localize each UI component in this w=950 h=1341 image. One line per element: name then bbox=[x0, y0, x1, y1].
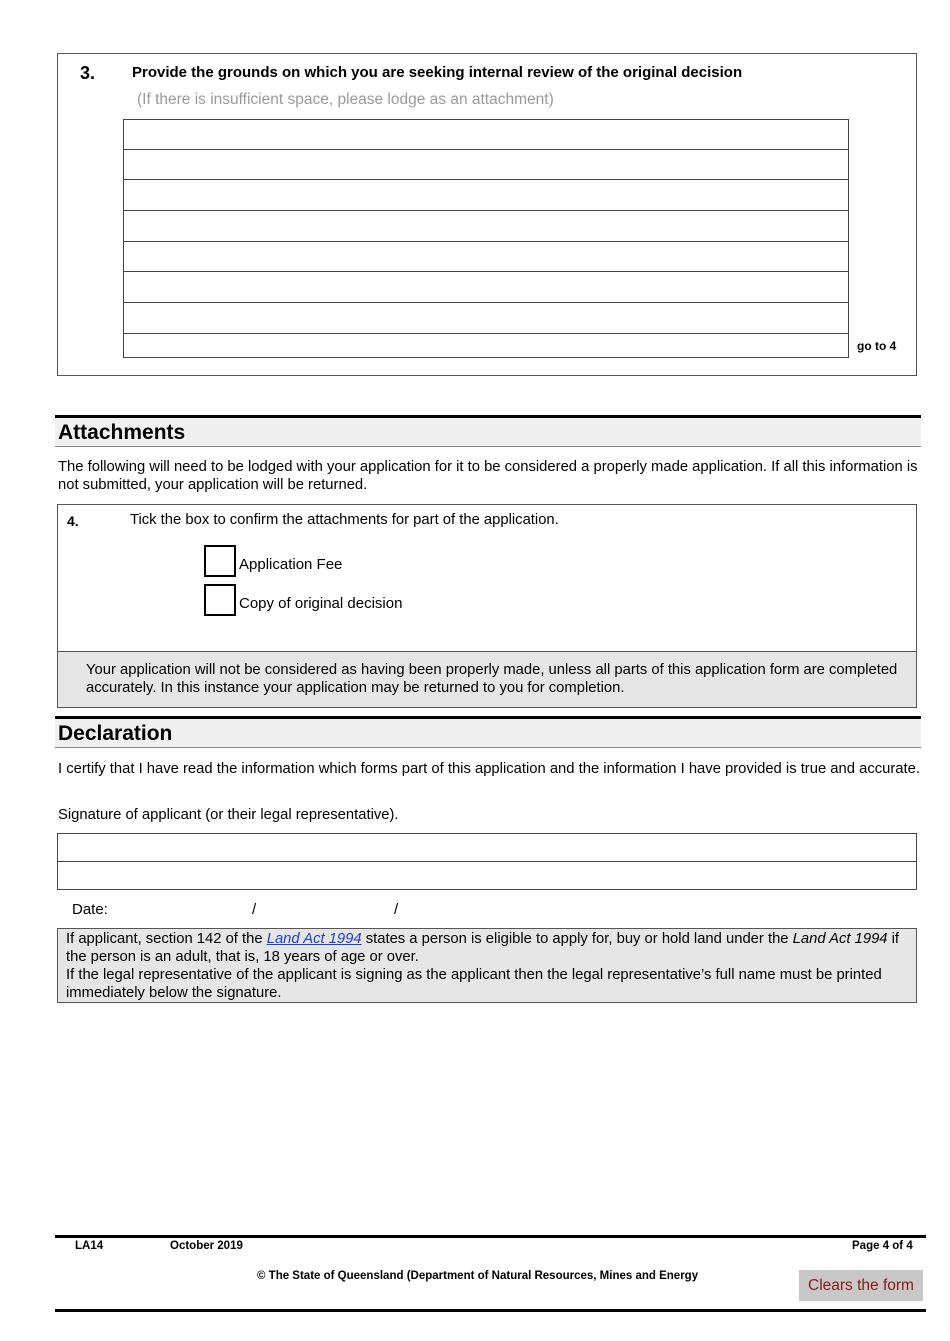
info-text-part: states a person is eligible to apply for, buy or hold land under the bbox=[361, 931, 793, 947]
question-title: Provide the grounds on which you are seeking internal review of the original decision bbox=[132, 64, 743, 81]
info-text-part: If the legal representative of the applicant is signing as the applicant then the legal representative’s full name must be printed immediately below the signature. bbox=[66, 967, 882, 1001]
application-fee-checkbox[interactable] bbox=[204, 545, 236, 577]
form-code: LA14 bbox=[75, 1240, 104, 1252]
info-text-part: if the person is an adult, that is, 18 years of age or over. bbox=[66, 931, 900, 965]
footer-bottom-rule bbox=[55, 1309, 926, 1312]
grounds-input-line[interactable] bbox=[123, 241, 849, 272]
info-text-part: If applicant, section 142 of the bbox=[66, 931, 267, 947]
grounds-input-line[interactable] bbox=[123, 333, 849, 358]
grounds-input-line[interactable] bbox=[123, 119, 849, 150]
date-month-field[interactable] bbox=[262, 897, 387, 921]
original-decision-label: Copy of original decision bbox=[239, 595, 403, 612]
grounds-input-line[interactable] bbox=[123, 302, 849, 334]
land-act-link[interactable]: Land Act 1994 bbox=[266, 931, 362, 947]
attachments-note: Your application will not be considered as having been properly made, unless all parts of this application form are completed accurately. In this instance your application may be returned to you for completion. bbox=[86, 662, 898, 696]
date-separator: / bbox=[394, 901, 399, 918]
date-separator: / bbox=[252, 901, 257, 918]
question-hint: (If there is insufficient space, please lodge as an attachment) bbox=[137, 91, 554, 108]
page-number: Page 4 of 4 bbox=[852, 1240, 913, 1252]
declaration-heading-bar bbox=[55, 716, 921, 748]
question-number: 4. bbox=[67, 513, 79, 529]
declaration-info bbox=[66, 930, 911, 1002]
date-year-field[interactable] bbox=[404, 897, 529, 921]
declaration-heading: Declaration bbox=[58, 722, 173, 745]
form-date: October 2019 bbox=[170, 1240, 243, 1252]
date-day-field[interactable] bbox=[120, 897, 245, 921]
signature-field[interactable] bbox=[57, 833, 917, 862]
question-title: Tick the box to confirm the attachments for part of the application. bbox=[130, 512, 559, 528]
grounds-input-line[interactable] bbox=[123, 179, 849, 211]
signature-label: Signature of applicant (or their legal representative). bbox=[58, 807, 399, 823]
original-decision-checkbox[interactable] bbox=[204, 584, 236, 616]
grounds-input-line[interactable] bbox=[123, 271, 849, 303]
clear-form-button[interactable]: Clears the form bbox=[799, 1270, 923, 1301]
date-label: Date: bbox=[72, 901, 108, 918]
goto-instruction: go to 4 bbox=[857, 339, 897, 353]
declaration-certify: I certify that I have read the information which forms part of this application and the information I have provided is true and accurate. bbox=[58, 761, 920, 777]
printed-name-field[interactable] bbox=[57, 861, 917, 890]
grounds-input-line[interactable] bbox=[123, 210, 849, 242]
attachments-heading-bar bbox=[55, 415, 921, 447]
question-number: 3. bbox=[80, 63, 96, 83]
footer-top-rule bbox=[55, 1235, 926, 1238]
grounds-input-line[interactable] bbox=[123, 149, 849, 180]
attachments-intro: The following will need to be lodged with your application for it to be considered a properly made application. If all this information is not submitted, your application will be returned. bbox=[58, 459, 918, 493]
copyright: © The State of Queensland (Department of Natural Resources, Mines and Energy bbox=[257, 1270, 699, 1282]
info-act-name: Land Act 1994 bbox=[792, 931, 888, 947]
application-fee-label: Application Fee bbox=[239, 556, 343, 573]
attachments-heading: Attachments bbox=[58, 421, 186, 444]
